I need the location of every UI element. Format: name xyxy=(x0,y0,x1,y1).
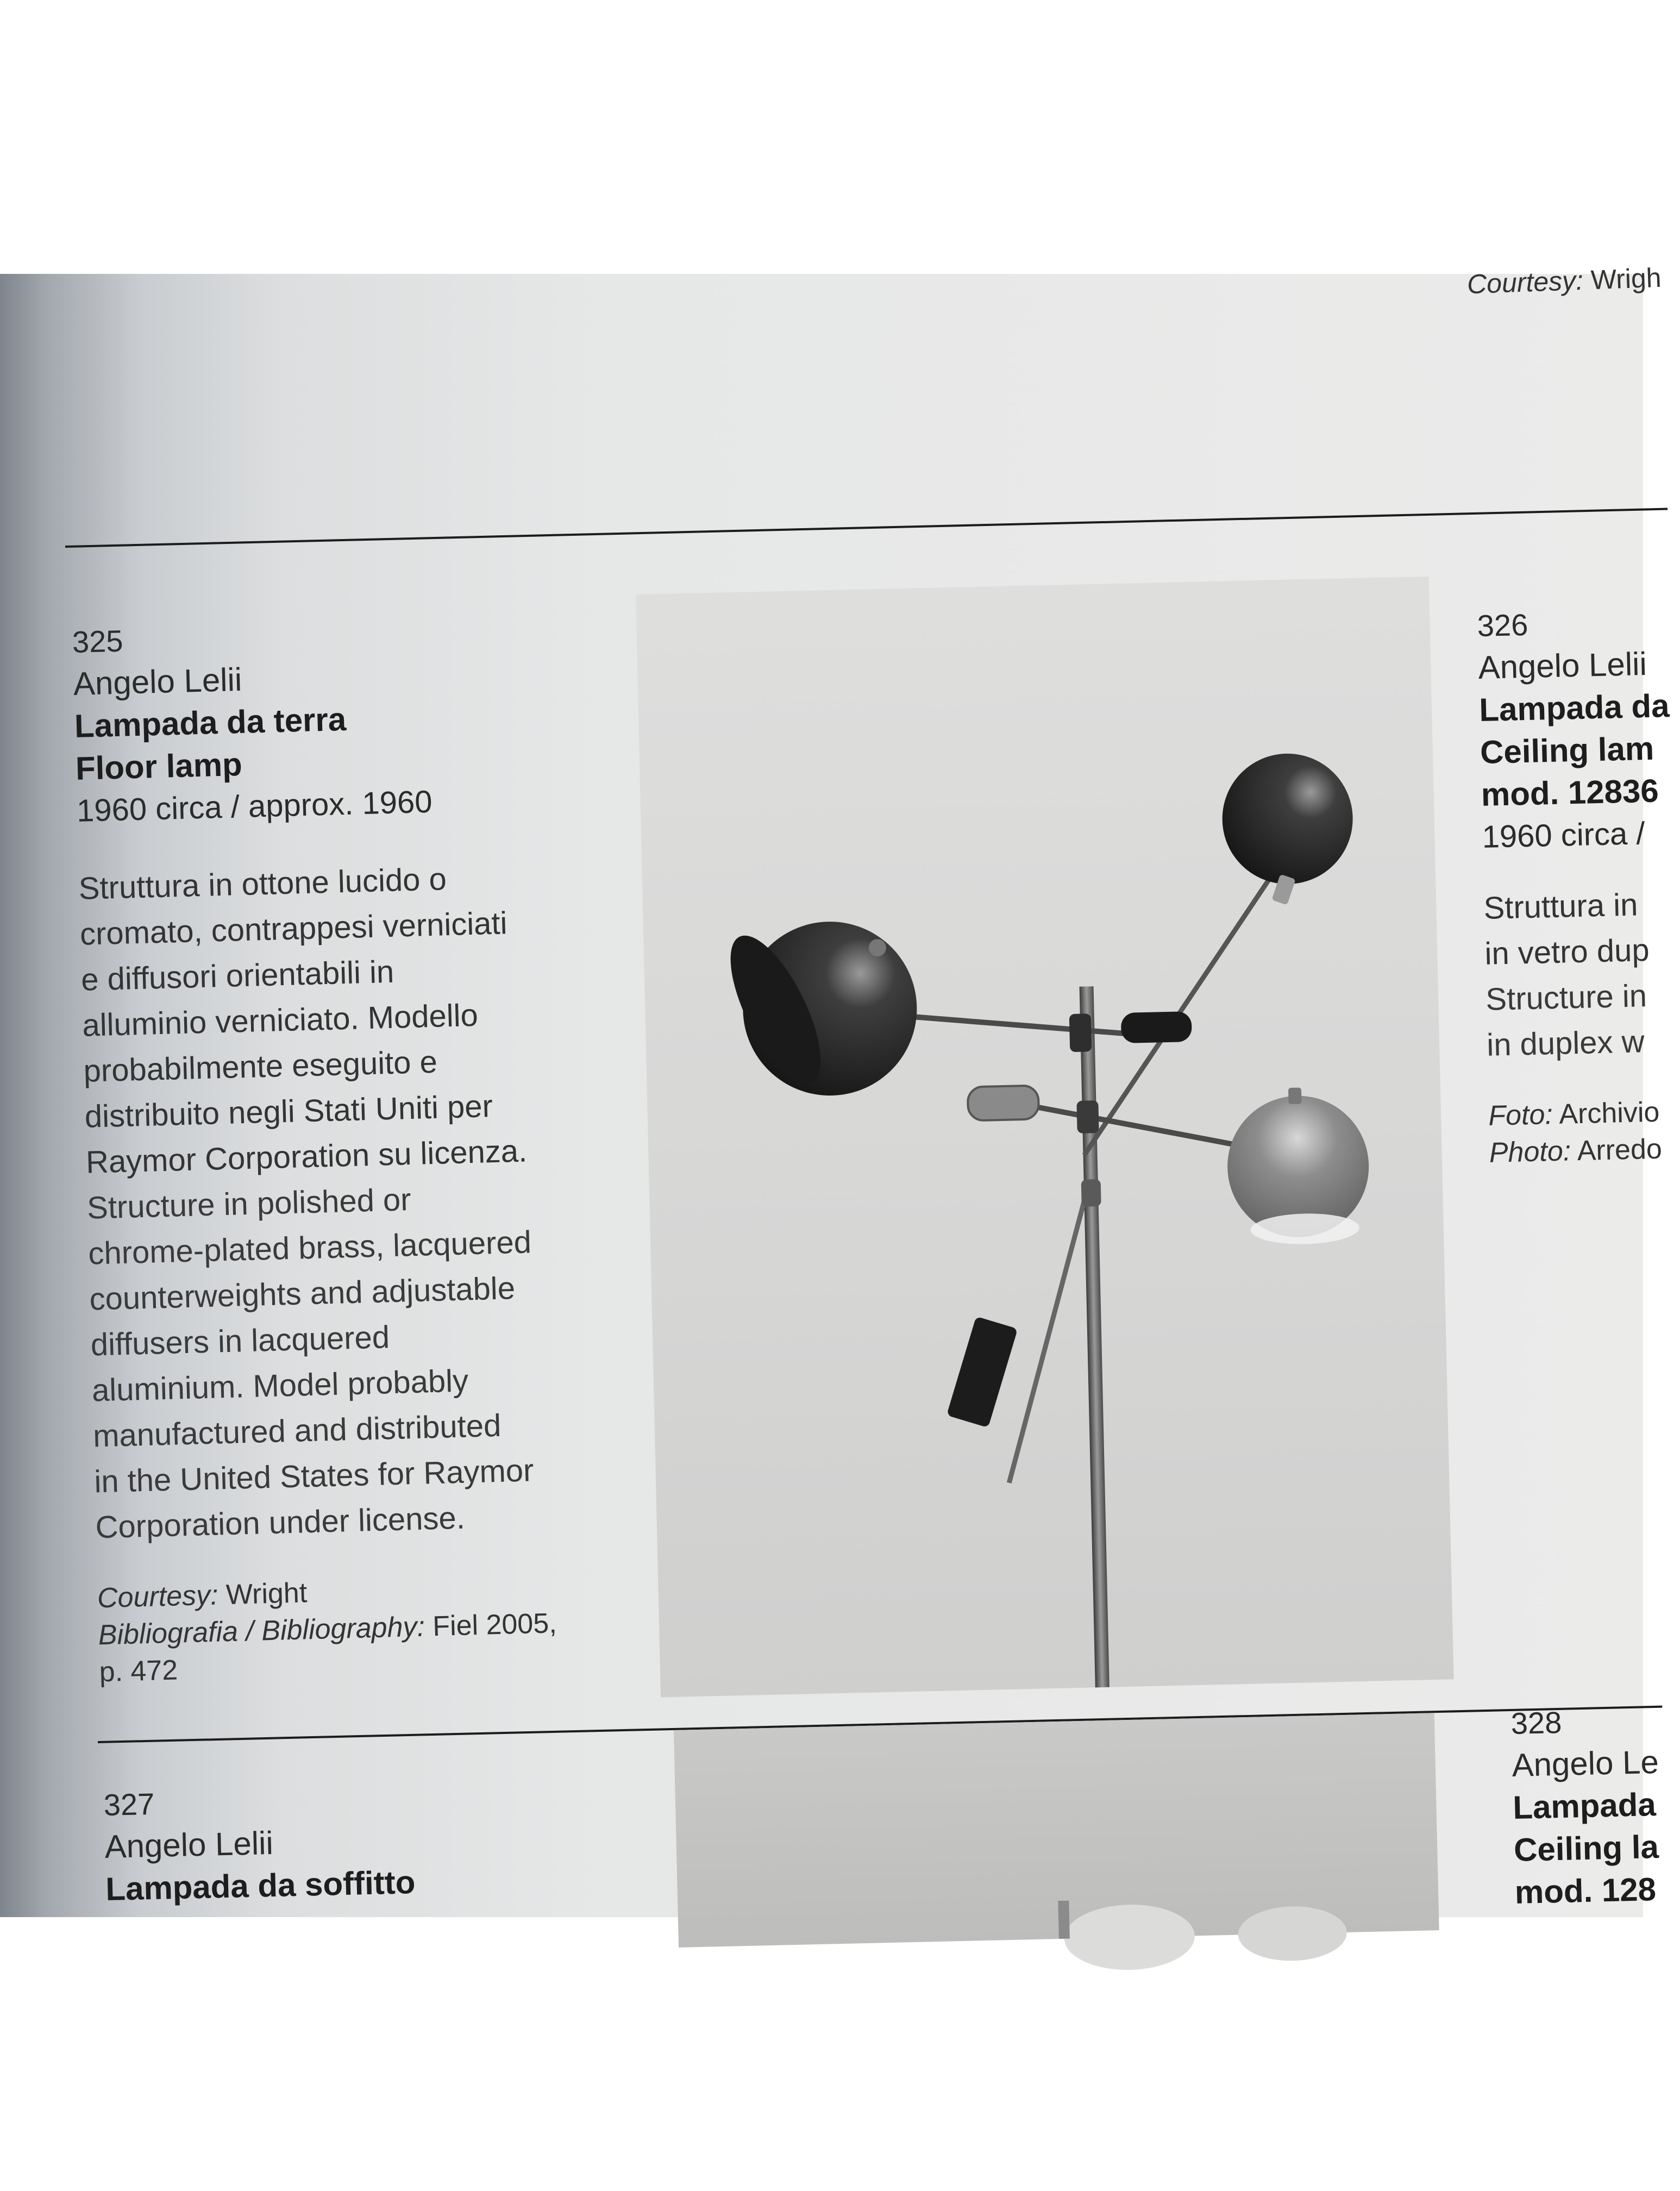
entry-author: Angelo Lelii xyxy=(104,1824,274,1865)
entry-title-it: Lampada da terra xyxy=(74,700,347,744)
entry-title-en: Floor lamp xyxy=(75,746,243,787)
counterweight-dark xyxy=(1121,1011,1192,1043)
photo-credit: Photo: Arredo xyxy=(1489,1133,1663,1169)
entry-title-en: Ceiling lam xyxy=(1480,730,1654,771)
entry-number: 326 xyxy=(1477,607,1528,643)
description-english: Structure in polished or chrome-plated brass, lacquered counterweights and adjustable diffusers in lacquered aluminium. Model probably manufactured and distributed in the United States for Raymor Corporation under license. xyxy=(86,1182,535,1545)
floor-lamp-photo xyxy=(636,577,1454,1698)
foto-credit: Foto: Archivio xyxy=(1488,1096,1660,1132)
counterweight-grey xyxy=(968,1085,1039,1120)
entry-date: 1960 circa / xyxy=(1481,816,1646,855)
entry-number: 327 xyxy=(103,1786,155,1822)
entry-327 xyxy=(103,1777,416,1911)
lamp-pole xyxy=(1080,986,1109,1687)
entry-title-it: Lampada da soffitto xyxy=(105,1864,416,1907)
entry-author: Angelo Lelii xyxy=(1477,645,1647,686)
bibliography-credit: Bibliografia / Bibliography: Fiel 2005, xyxy=(98,1607,557,1651)
book-page xyxy=(0,262,1670,1917)
entry-number: 328 xyxy=(1510,1705,1562,1741)
entry-title-it: Lampada da xyxy=(1478,687,1670,728)
entry-number: 325 xyxy=(72,623,124,659)
section-rule-top xyxy=(65,508,1668,548)
entry-title-en: Ceiling la xyxy=(1513,1828,1659,1868)
entry-325 xyxy=(72,610,558,1691)
entry-326: 326 Angelo Lelii Lampada da Ceiling lam mod. 12836 1960 circa / Struttura in in vetro dup Structure in in duplex w Foto: Archivio Photo: Arredo xyxy=(1477,601,1680,1172)
sphere-top xyxy=(1221,752,1354,885)
entry-model: mod. 12836 xyxy=(1481,772,1659,813)
bibliography-page: p. 472 xyxy=(98,1654,178,1688)
entry-model: mod. 128 xyxy=(1514,1871,1657,1911)
ceiling-lamp-photo xyxy=(674,1713,1439,1948)
entry-title-it: Lampada xyxy=(1512,1786,1657,1826)
entry-author: Angelo Le xyxy=(1511,1743,1659,1783)
entry-328 xyxy=(1510,1700,1662,1914)
description-italian: Struttura in ottone lucido o cromato, contrappesi verniciati e diffusori orientabili in alluminio verniciato. Modello probabilmente eseguito e distribuito negli Stati Uniti per Raymor Corporation su licenza. xyxy=(78,861,528,1180)
top-credit: Courtesy: Wrigh xyxy=(1466,262,1662,300)
lamp-shade-partial xyxy=(1064,1903,1196,1971)
entry-author: Angelo Lelii xyxy=(73,661,243,702)
counterweight-lower xyxy=(946,1316,1018,1428)
entry-date: 1960 circa / approx. 1960 xyxy=(76,784,433,829)
courtesy-credit: Courtesy: Wright xyxy=(97,1577,308,1614)
